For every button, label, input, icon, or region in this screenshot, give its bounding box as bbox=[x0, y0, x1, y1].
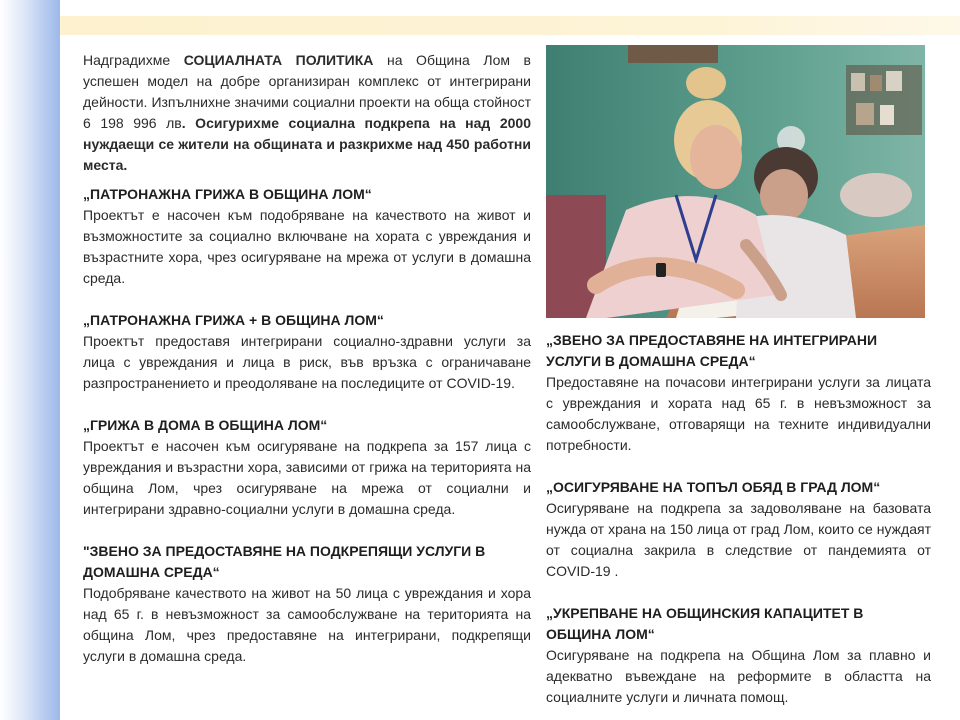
section-text: Подобряване качеството на живот на 50 лица с увреждания и хора над 65 г. в невъзможност за самообслужване на територията на община Лом, чрез предоставяне на интегрирани, подкрепящи услуги в домашна среда. bbox=[83, 585, 531, 664]
section-municipal-capacity bbox=[546, 603, 931, 708]
section-supporting-services bbox=[83, 541, 531, 667]
section-title: "ЗВЕНО ЗА ПРЕДОСТАВЯНЕ НА ПОДКРЕПЯЩИ УСЛУГИ В ДОМАШНА СРЕДА“ bbox=[83, 543, 486, 580]
left-decorative-bar bbox=[0, 0, 60, 720]
intro-highlight: . Осигурихме социална подкрепа на над 2000 нуждаещи се жители на общината и разкрихме над 450 работни места. bbox=[83, 115, 531, 173]
section-text: Проектът е насочен към подобряване на качеството на живот и възможностите за социално включване на хората с увреждания и възрастните хора, чрез осигуряване на мрежа от услуги в домашна среда. bbox=[83, 207, 531, 286]
section-text: Проектът предоставя интегрирани социално-здравни услуги за лица с увреждания и лица в риск, във връзка с ограничаване разпространението и преодоляване на последиците от COVID-19. bbox=[83, 333, 531, 391]
section-text: Осигуряване на подкрепа за задоволяване на базовата нужда от храна на 150 лица от град Лом, които се нуждаят от социална закрила в следствие от пандемията от COVID-19 . bbox=[546, 500, 931, 579]
section-title: „ЗВЕНО ЗА ПРЕДОСТАВЯНЕ НА ИНТЕГРИРАНИ УСЛУГИ В ДОМАШНА СРЕДА“ bbox=[546, 332, 878, 369]
section-integrated-services bbox=[546, 330, 931, 456]
intro-text-1: Надградихме bbox=[83, 52, 184, 68]
section-patronage-care bbox=[83, 184, 531, 289]
section-title: „ГРИЖА В ДОМА В ОБЩИНА ЛОМ“ bbox=[83, 417, 328, 433]
section-text: Осигуряване на подкрепа на Община Лом за плавно и адекватно въвеждане на реформите в областта на социалните услуги и личната помощ. bbox=[546, 647, 931, 705]
intro-paragraph bbox=[83, 50, 531, 176]
intro-social-policy: СОЦИАЛНАТА ПОЛИТИКА bbox=[183, 52, 374, 68]
intro-text-2: на Община Лом в успешен модел на добре организиран комплекс от интегрирани дейности. Изпълнихне значими социални проекти на обща стойност 6 198 996 лв bbox=[83, 52, 531, 131]
section-text: Предоставяне на почасови интегрирани услуги за лицата с увреждания и хората над 65 г. в невъзможност за самообслужване, отговарящи на техните индивидуални потребности. bbox=[546, 374, 931, 453]
section-text: Проектът е насочен към осигуряване на подкрепа за 157 лица с увреждания и възрастни хора, зависими от грижа на територията на община Лом, чрез осигуряване на мрежа от социални и интегрирани здравно-социални услуги в домашна среда. bbox=[83, 438, 531, 517]
section-title: „ОСИГУРЯВАНЕ НА ТОПЪЛ ОБЯД В ГРАД ЛОМ“ bbox=[546, 479, 881, 495]
section-home-care bbox=[83, 415, 531, 520]
section-patronage-care-plus bbox=[83, 310, 531, 394]
top-decorative-band bbox=[60, 16, 960, 35]
section-title: „ПАТРОНАЖНА ГРИЖА В ОБЩИНА ЛОМ“ bbox=[83, 186, 372, 202]
section-title: „УКРЕПВАНЕ НА ОБЩИНСКИЯ КАПАЦИТЕТ В ОБЩИНА ЛОМ“ bbox=[546, 605, 864, 642]
section-hot-lunch bbox=[546, 477, 931, 582]
left-column bbox=[83, 50, 531, 667]
caregiver-photo bbox=[546, 45, 925, 318]
section-title: „ПАТРОНАЖНА ГРИЖА + В ОБЩИНА ЛОМ“ bbox=[83, 312, 384, 328]
right-column bbox=[546, 330, 931, 708]
